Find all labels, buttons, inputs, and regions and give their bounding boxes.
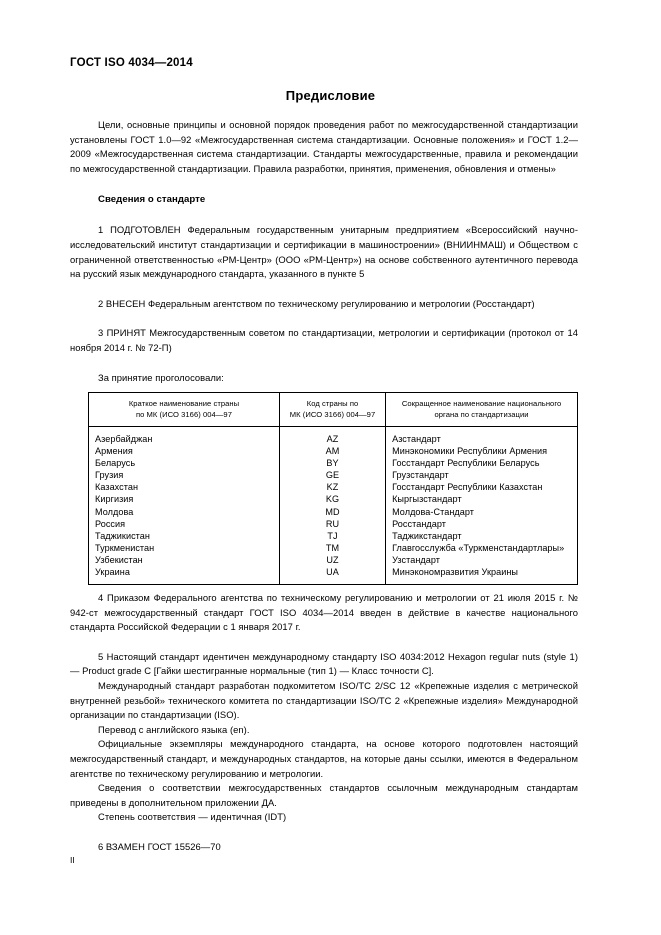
table-row [89,518,578,530]
table-row [89,566,578,585]
standard-info-item-5-paragraph-2: Международный стандарт разработан подкомитетом ISO/TC 2/SC 12 «Крепежные изделия с метрической внутренней резьбой» технического комитета по стандартизации ISO/TC 2 «Крепежные изделия» Международной организации по стандартизации (ISO). [70,679,578,721]
standard-info-item-5-paragraph-3: Перевод с английского языка (en). [98,723,250,735]
vote-table-body [89,427,578,585]
cell-country: Грузия [89,469,280,481]
spacer [70,205,578,223]
standard-info-item-5-paragraph-4: Официальные экземпляры международного стандарта, на основе которого подготовлен настоящий межгосударственный стандарт, и международных стандартов, на которые даны ссылки, имеются в Федеральном агентстве по техническому регулированию и метрологии. [70,738,578,779]
cell-code: TJ [279,530,385,542]
cell-code: KG [279,493,385,505]
column-header-body [386,393,578,427]
cell-code: UZ [279,554,385,566]
table-row [89,445,578,457]
standard-info-item-2: 2 ВНЕСЕН Федеральным агентством по техническому регулированию и метрологии (Росстандарт) [98,297,535,309]
spacer [70,176,578,194]
column-header-country [89,393,280,427]
cell-standard-body: Молдова-Стандарт [386,506,578,518]
vote-table-head [89,393,578,427]
intro-paragraph: Цели, основные принципы и основной порядок проведения работ по межгосударственной стандартизации установлены ГОСТ 1.0—92 «Межгосударственная система стандартизации. Основные положения» и ГОСТ 1.2—2009 «Межгосударственная система стандартизации. Стандарты межгосударственные, правила и рекомендации по межгосударственной стандартизации. Правила разработки, принятия, применения, обновления и отмены» [70,119,578,174]
table-row [89,530,578,542]
cell-code: AZ [279,427,385,446]
cell-standard-body: Грузстандарт [386,469,578,481]
cell-country: Туркменистан [89,542,280,554]
cell-standard-body: Кыргызстандарт [386,493,578,505]
table-row [89,481,578,493]
cell-country: Россия [89,518,280,530]
cell-code: TM [279,542,385,554]
spacer [70,825,578,840]
cell-code: RU [279,518,385,530]
cell-country: Узбекистан [89,554,280,566]
cell-standard-body: Узстандарт [386,554,578,566]
cell-code: GE [279,469,385,481]
cell-country: Киргизия [89,493,280,505]
column-header-body-line1: Сокращенное наименование национального [401,399,562,408]
cell-code: KZ [279,481,385,493]
standard-info-item-5-paragraph-6: Степень соответствия — идентичная (IDT) [98,811,287,823]
standard-info-item-3: 3 ПРИНЯТ Межгосударственным советом по стандартизации, метрологии и сертификации (протокол от 14 ноября 2014 г. № 72-П) [70,327,578,353]
cell-country: Казахстан [89,481,280,493]
cell-standard-body: Таджикстандарт [386,530,578,542]
standard-info-item-4: 4 Приказом Федерального агентства по техническому регулированию и метрологии от 21 июля 2015 г. № 942-ст межгосударственный стандарт ГОСТ ISO 4034—2014 введен в действие в качестве национального стандарта Российской Федерации с 1 января 2017 г. [70,592,578,633]
column-header-body-line2: органа по стандартизации [434,410,529,419]
spacer [70,356,578,371]
cell-code: MD [279,506,385,518]
column-header-code-line1: Код страны по [306,399,359,408]
cell-standard-body: Азстандарт [386,427,578,446]
cell-standard-body: Минэкономразвития Украины [386,566,578,585]
cell-country: Молдова [89,506,280,518]
spacer [70,282,578,297]
cell-standard-body: Минэкономики Республики Армения [386,445,578,457]
column-header-country-line2: по МК (ИСО 3166) 004—97 [135,410,232,419]
vote-table [88,392,578,585]
document-body-top [70,118,578,385]
cell-country: Азербайджан [89,427,280,446]
cell-country: Армения [89,445,280,457]
table-row [89,542,578,554]
table-row [89,469,578,481]
column-header-code-line2: МК (ИСО 3166) 004—97 [289,410,376,419]
table-row [89,493,578,505]
standard-info-item-6: 6 ВЗАМЕН ГОСТ 15526—70 [98,840,221,852]
cell-code: AM [279,445,385,457]
cell-country: Украина [89,566,280,585]
section-heading-standard-info: Сведения о стандарте [98,194,206,206]
spacer [70,311,578,326]
column-header-code [279,393,385,427]
cell-standard-body: Госстандарт Республики Казахстан [386,481,578,493]
cell-country: Беларусь [89,457,280,469]
cell-country: Таджикистан [89,530,280,542]
table-row [89,427,578,446]
standard-info-item-5: 5 Настоящий стандарт идентичен международному стандарту ISO 4034:2012 Hexagon regular nuts (style 1) — Product grade C [Гайки шестигранные нормальные (тип 1) — Класс точности C]. [70,650,578,677]
document-body-bottom [70,591,578,855]
document-standard-header: ГОСТ ISO 4034—2014 [70,57,193,69]
cell-standard-body: Госстандарт Республики Беларусь [386,457,578,469]
standard-info-item-5-paragraph-5: Сведения о соответствии межгосударственных стандартов ссылочным международным стандартам приведены в дополнительном приложении ДА. [70,782,578,808]
table-row [89,457,578,469]
column-header-country-line1: Краткое наименование страны [128,399,240,408]
vote-intro-text: За принятие проголосовали: [98,371,224,383]
cell-code: BY [279,457,385,469]
standard-info-item-1: 1 ПОДГОТОВЛЕН Федеральным государственным унитарным предприятием «Всероссийский научно-исследовательский институт стандартизации и сертификации в машиностроении» (ВНИИНМАШ) и Обществом с ограниченной ответственностью «РМ-Центр» (ООО «РМ-Центр») на основе собственного аутентичного перевода на русский язык международного стандарта, указанного в пункте 5 [70,224,578,280]
cell-standard-body: Росстандарт [386,518,578,530]
spacer [70,635,578,650]
page-title: Предисловие [285,88,376,103]
table-row [89,554,578,566]
cell-code: UA [279,566,385,585]
page-number: II [70,855,75,865]
cell-standard-body: Главгосслужба «Туркменстандартлары» [386,542,578,554]
table-row [89,506,578,518]
table-header-row [89,393,578,427]
